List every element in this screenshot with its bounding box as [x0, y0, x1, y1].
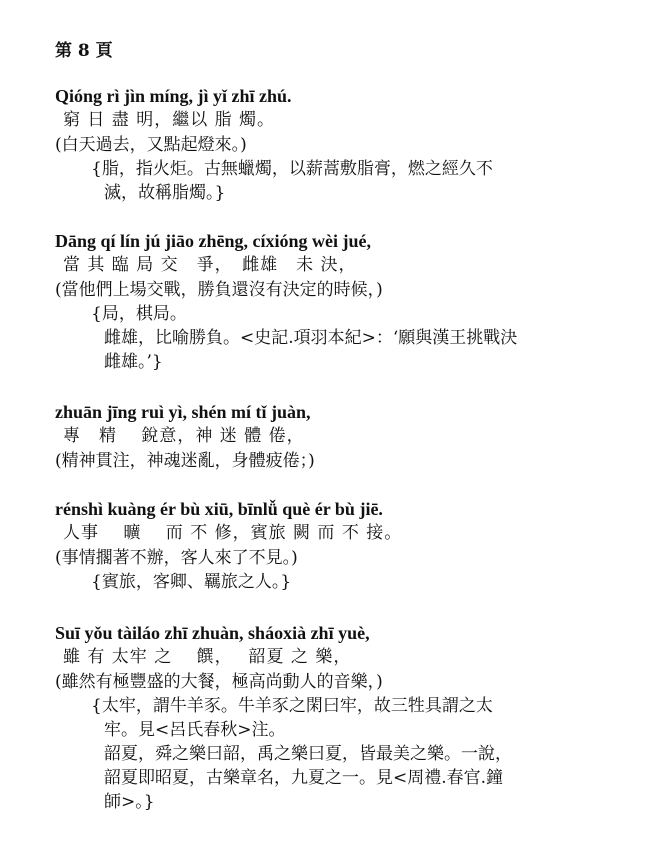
note-line: 韶夏，舜之樂曰韶，禹之樂曰夏，皆最美之樂。一說， [104, 744, 512, 764]
note-line: 雌雄，比喻勝負。<史記.項羽本紀>：‘願與漢王挑戰決 [104, 328, 518, 348]
note-line: 韶夏即昭夏，古樂章名，九夏之一。見<周禮.春官.鐘 [104, 768, 504, 788]
hanzi-line: 雖 有 太牢 之 饌， 韶夏 之 樂， [63, 647, 352, 667]
hanzi-line: 窮 日 盡 明，繼以 脂 燭。 [63, 110, 276, 130]
stanza-2 [55, 229, 655, 374]
pinyin-line: Qióng rì jìn míng, jì yǐ zhī zhú. [55, 86, 292, 106]
translation-line: (精神貫注，神魂迷亂，身體疲倦；) [55, 451, 315, 471]
note-line: 師>。} [104, 792, 155, 812]
note-line: 牢。見<呂氏春秋>注。 [104, 720, 286, 740]
stanza-4 [55, 497, 655, 594]
note-line: 滅，故稱脂燭。} [104, 183, 226, 203]
translation-line: (白天過去，又點起燈來。) [55, 135, 247, 155]
pinyin-line: Suī yǒu tàiláo zhī zhuàn, sháoxià zhī yuè, [55, 623, 370, 643]
stanza-1 [55, 84, 655, 205]
translation-line: (雖然有極豐盛的大餐，極高尚動人的音樂，) [55, 672, 383, 692]
pinyin-line: rénshì kuàng ér bù xiū, bīnlǚ què ér bù jiē. [55, 499, 383, 519]
pinyin-line: zhuān jīng ruì yì, shén mí tǐ juàn, [55, 402, 311, 422]
translation-line: (當他們上場交戰，勝負還沒有決定的時候，) [55, 280, 383, 300]
hanzi-line: 當 其 臨 局 交 爭， 雌雄 未 決， [63, 255, 357, 275]
note-line: {局，棋局。 [91, 304, 187, 324]
hanzi-line: 人事 曠 而 不 修，賓旅 闕 而 不 接。 [63, 523, 403, 543]
translation-line: (事情擱著不辦，客人來了不見。) [55, 548, 298, 568]
page-number: 第 8 頁 [55, 41, 113, 61]
pinyin-line: Dāng qí lín jú jiāo zhēng, cíxióng wèi jué, [55, 231, 372, 251]
note-line: {脂，指火炬。古無蠟燭，以薪蒿敷脂膏，燃之經久不 [91, 159, 493, 179]
hanzi-line: 專 精 銳意，神 迷 體 倦， [63, 426, 305, 446]
note-line: {賓旅，客卿、羈旅之人。} [91, 572, 292, 592]
stanza-3 [55, 400, 655, 473]
note-line: {太牢，謂牛羊豕。牛羊豕之閑曰牢，故三牲具謂之太 [91, 696, 493, 716]
stanza-5 [55, 621, 655, 814]
note-line: 雌雄。’} [104, 352, 163, 372]
